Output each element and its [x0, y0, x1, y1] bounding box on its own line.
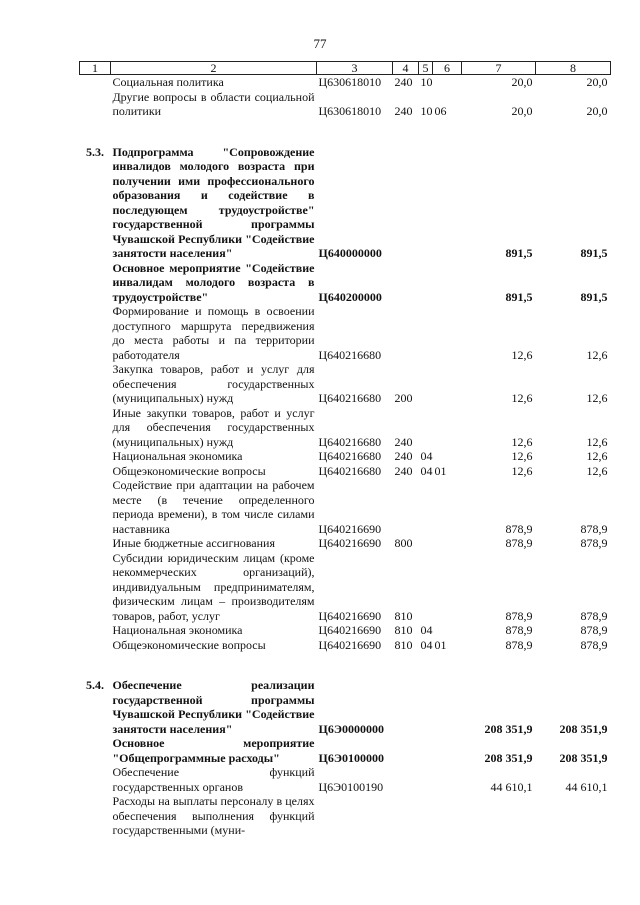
page-number: 77: [313, 36, 327, 51]
subsection-code: [433, 765, 462, 794]
section-code: [419, 119, 433, 261]
row-number: [80, 536, 111, 551]
section-code: [419, 304, 433, 362]
subsection-code: [433, 304, 462, 362]
expense-type-code: [393, 304, 419, 362]
column-header: 8: [536, 62, 611, 75]
subsection-code: [433, 449, 462, 464]
table-row: [80, 736, 611, 765]
amount-col-7: 208 351,9: [484, 750, 533, 765]
section-code: [419, 536, 433, 551]
subsection-code: [433, 362, 462, 406]
target-code: Ц640216690: [318, 637, 382, 652]
expense-type-code: 810: [394, 623, 413, 637]
expense-type-code: [393, 478, 419, 536]
table-row: [80, 449, 611, 464]
row-number: [80, 638, 111, 653]
table-row: [80, 551, 611, 624]
amount-col-8: 878,9: [580, 623, 608, 637]
target-code: Ц640216680: [318, 434, 382, 449]
table-row: [80, 478, 611, 536]
row-number: [80, 75, 111, 90]
amount-col-8: 878,9: [580, 637, 608, 652]
section-code: [419, 406, 433, 450]
expense-type-code: 240: [394, 463, 413, 478]
row-name: Общеэкономические вопросы: [112, 637, 266, 652]
row-name: Национальная экономика: [112, 623, 243, 637]
subsection-code: 06: [434, 104, 447, 118]
table-row: [80, 638, 611, 653]
row-number: [80, 464, 111, 479]
row-name: Национальная экономика: [112, 449, 243, 463]
subsection-code: [433, 551, 462, 624]
row-number: 5.3.: [86, 144, 104, 159]
amount-col-7: 12,6: [511, 391, 533, 405]
target-code: Ц640216690: [318, 623, 382, 637]
section-code: 10: [420, 104, 433, 118]
row-name: Основное мероприятие "Общепрограммные расходы": [112, 736, 315, 765]
row-name: Формирование и помощь в освоении доступного маршрута передвижения до места работы и па территории работодателя: [112, 304, 315, 362]
expense-type-code: [393, 652, 419, 736]
expense-type-code: 810: [394, 637, 413, 652]
row-name: Социальная политика: [112, 75, 224, 89]
column-header: 3: [317, 62, 393, 75]
amount-col-7: 891,5: [505, 246, 533, 260]
expense-type-code: [393, 736, 419, 765]
amount-col-7: 20,0: [511, 75, 533, 89]
row-name: Субсидии юридическим лицам (кроме некоммерческих организаций), индивидуальным предпринимателям, физическим лицам – производителям товаров, работ, услуг: [112, 550, 315, 623]
section-code: [419, 765, 433, 794]
amount-col-8: 12,6: [586, 391, 608, 405]
subsection-code: [433, 736, 462, 765]
row-number: [80, 623, 111, 638]
row-name: Другие вопросы в области социальной политики: [112, 89, 315, 118]
row-name: Содействие при адаптации на рабочем месте (в течение определенного периода времени), в том числе силами наставника: [112, 478, 315, 536]
amount-col-8: 12,6: [586, 449, 608, 463]
section-code: [419, 478, 433, 536]
subsection-code: [433, 623, 462, 638]
row-number: [80, 736, 111, 765]
row-number: [80, 794, 111, 838]
subsection-code: [433, 536, 462, 551]
expense-type-code: 200: [394, 391, 413, 405]
target-code: Ц640200000: [318, 289, 382, 304]
table-row: [80, 261, 611, 305]
column-header-row: [80, 62, 611, 75]
table-row: [80, 119, 611, 261]
target-code: Ц640216690: [318, 608, 382, 623]
row-name: Иные закупки товаров, работ и услуг для обеспечения государственных (муниципальных) нужд: [112, 405, 315, 449]
amount-col-8: 878,9: [580, 521, 608, 536]
table-row: [80, 464, 611, 479]
amount-col-7: 12,6: [511, 347, 533, 362]
target-code: Ц640216680: [318, 463, 382, 478]
target-code: Ц630618010: [318, 104, 382, 118]
column-header: 5: [419, 62, 433, 75]
target-code: Ц640216690: [318, 536, 382, 550]
row-number: [80, 261, 111, 305]
row-name: Общеэкономические вопросы: [112, 463, 266, 478]
subsection-code: [433, 478, 462, 536]
column-header: 4: [393, 62, 419, 75]
target-code: Ц640216680: [318, 391, 382, 405]
subsection-code: [433, 261, 462, 305]
expense-type-code: 810: [394, 608, 413, 623]
table-body: [80, 75, 611, 838]
amount-col-8: [536, 794, 611, 838]
section-code: [419, 794, 433, 838]
target-code: Ц640216690: [318, 521, 382, 536]
table-row: [80, 794, 611, 838]
table-row: [80, 765, 611, 794]
section-code: [419, 736, 433, 765]
target-code: Ц6Э0100190: [318, 779, 384, 794]
table-row: [80, 406, 611, 450]
table-row: [80, 623, 611, 638]
amount-col-7: 891,5: [505, 289, 533, 304]
amount-col-8: 12,6: [586, 347, 608, 362]
target-code: Ц630618010: [318, 75, 382, 89]
amount-col-7: 44 610,1: [490, 779, 533, 794]
amount-col-8: 891,5: [580, 246, 608, 260]
amount-col-7: 878,9: [505, 637, 533, 652]
subsection-code: 01: [434, 637, 447, 652]
amount-col-7: 12,6: [511, 463, 533, 478]
row-number: [80, 551, 111, 624]
amount-col-7: [462, 794, 536, 838]
amount-col-8: 891,5: [580, 289, 608, 304]
table-row: [80, 304, 611, 362]
section-code: 04: [420, 637, 433, 652]
row-name: Подпрограмма "Сопровождение инвалидов молодого возраста при получении ими профессионального образования и содействие в последующем трудоустройстве" государственной программы Чувашской Республики "Содействие занятости населения": [112, 144, 315, 260]
target-code: Ц640216680: [318, 347, 382, 362]
amount-col-7: 20,0: [511, 104, 533, 118]
table-row: [80, 362, 611, 406]
row-name: Закупка товаров, работ и услуг для обеспечения государственных (муниципальных) нужд: [112, 362, 315, 405]
expense-type-code: 240: [394, 75, 413, 89]
amount-col-8: 12,6: [586, 463, 608, 478]
subsection-code: [433, 652, 462, 736]
row-number: 5.4.: [86, 678, 104, 692]
column-header: 1: [80, 62, 111, 75]
section-code: 04: [420, 449, 433, 463]
table-row: [80, 90, 611, 119]
row-number: [80, 406, 111, 450]
amount-col-7: 878,9: [505, 521, 533, 536]
expense-type-code: [393, 261, 419, 305]
row-name: Иные бюджетные ассигнования: [112, 536, 275, 550]
row-number: [80, 478, 111, 536]
subsection-code: [433, 794, 462, 838]
amount-col-8: 20,0: [586, 75, 608, 89]
table-row: [80, 652, 611, 736]
column-header: 2: [111, 62, 317, 75]
target-code: [317, 794, 393, 838]
column-header: 7: [462, 62, 536, 75]
amount-col-7: 208 351,9: [484, 721, 533, 736]
expense-type-code: 240: [394, 449, 413, 463]
row-name: Основное мероприятие "Содействие инвалидам молодого возраста в трудоустройстве": [112, 260, 315, 304]
section-code: [419, 362, 433, 406]
row-number: [80, 90, 111, 119]
section-code: 04: [420, 463, 433, 478]
row-number: [80, 765, 111, 794]
subsection-code: [433, 406, 462, 450]
amount-col-8: 208 351,9: [559, 750, 608, 765]
expense-type-code: 800: [394, 536, 413, 550]
row-number: [80, 362, 111, 406]
row-number: [80, 304, 111, 362]
subsection-code: 01: [434, 463, 447, 478]
section-code: 10: [420, 75, 433, 89]
budget-table: [79, 61, 611, 838]
target-code: Ц640216680: [318, 449, 382, 463]
amount-col-8: 878,9: [580, 536, 608, 550]
section-code: [419, 551, 433, 624]
amount-col-8: 208 351,9: [559, 721, 608, 736]
amount-col-7: 878,9: [505, 536, 533, 550]
amount-col-7: 878,9: [505, 623, 533, 637]
amount-col-7: 12,6: [511, 434, 533, 449]
subsection-code: [433, 75, 462, 90]
row-name: Обеспечение реализации государственной программы Чувашской Республики "Содействие занятости населения": [112, 678, 315, 736]
table-row: [80, 536, 611, 551]
section-code: [419, 261, 433, 305]
expense-type-code: 240: [394, 104, 413, 118]
table-row: [80, 75, 611, 90]
expense-type-code: [393, 794, 419, 838]
amount-col-7: 12,6: [511, 449, 533, 463]
amount-col-8: 12,6: [586, 434, 608, 449]
target-code: Ц6Э0100000: [318, 750, 384, 765]
amount-col-8: 878,9: [580, 608, 608, 623]
expense-type-code: 240: [394, 434, 413, 449]
amount-col-8: 20,0: [586, 104, 608, 118]
section-code: 04: [420, 623, 433, 637]
target-code: Ц6Э0000000: [318, 721, 384, 736]
expense-type-code: [393, 765, 419, 794]
section-code: [419, 652, 433, 736]
subsection-code: [433, 119, 462, 261]
target-code: Ц640000000: [318, 246, 382, 260]
column-header: 6: [433, 62, 462, 75]
row-name: Расходы на выплаты персоналу в целях обеспечения выполнения функций государственными (муни-: [112, 794, 315, 837]
row-number: [80, 449, 111, 464]
expense-type-code: [393, 119, 419, 261]
amount-col-8: 44 610,1: [565, 779, 608, 794]
amount-col-7: 878,9: [505, 608, 533, 623]
row-name: Обеспечение функций государственных органов: [112, 765, 315, 794]
